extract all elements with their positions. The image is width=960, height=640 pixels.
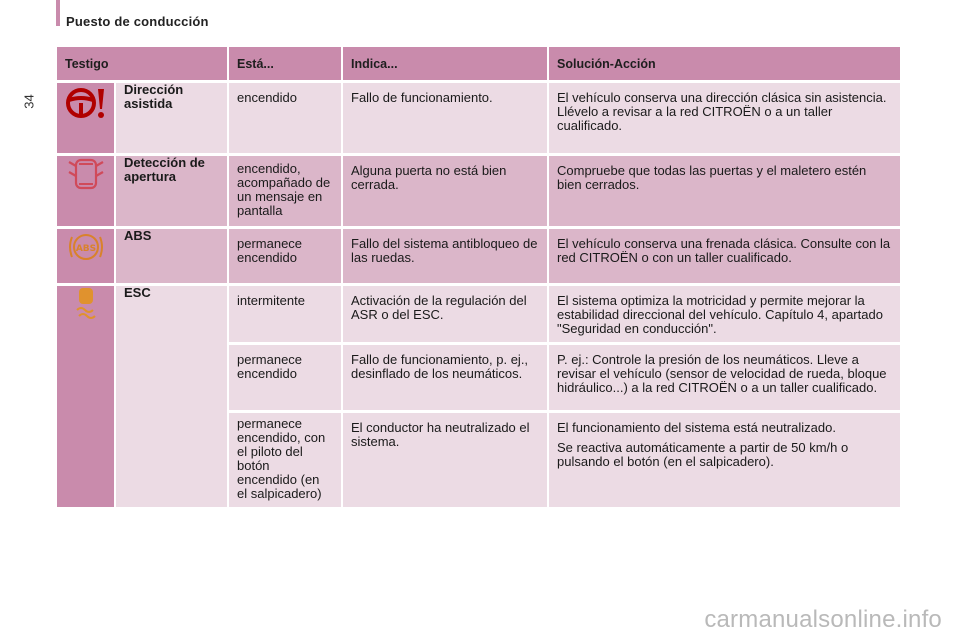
row-state: permanece encendido, con el piloto del botón encendido (en el salpicadero) (229, 413, 343, 510)
row-state: permanece encendido (229, 229, 343, 286)
row-name: Detección de apertura (116, 156, 229, 229)
row-solution-part-1: El funcionamiento del sistema está neutralizado. (557, 420, 836, 435)
header-solucion: Solución-Acción (549, 47, 902, 83)
table-header-row (57, 47, 902, 83)
row-indication: Fallo de funcionamiento. (343, 83, 549, 156)
row-state: intermitente (229, 286, 343, 345)
watermark: carmanualsonline.info (704, 606, 942, 633)
row-solution: P. ej.: Controle la presión de los neumáticos. Lleve a revisar el vehículo (sensor de velocidad de rueda, bloque hidráulico...) a la red CITROËN o a un taller cualificado. (549, 345, 902, 413)
icon-cell (57, 156, 116, 229)
row-state: encendido (229, 83, 343, 156)
icon-cell (57, 83, 116, 156)
table-row (57, 83, 902, 156)
esc-skid-icon (73, 286, 99, 323)
table-row (57, 286, 902, 345)
section-accent-bar (56, 0, 60, 26)
table-row (57, 156, 902, 229)
table-row (57, 229, 902, 286)
row-solution: Compruebe que todas las puertas y el maletero estén bien cerrados. (549, 156, 902, 229)
section-title: Puesto de conducción (66, 14, 209, 29)
row-solution: El sistema optimiza la motricidad y permite mejorar la estabilidad direccional del vehículo. Capítulo 4, apartado "Seguridad en conducción". (549, 286, 902, 345)
row-indication: El conductor ha neutralizado el sistema. (343, 413, 549, 510)
header-esta: Está... (229, 47, 343, 83)
icon-cell (57, 229, 116, 286)
row-state: permanece encendido (229, 345, 343, 413)
row-name: Dirección asistida (116, 83, 229, 156)
svg-text:ABS: ABS (75, 244, 96, 254)
row-solution: El vehículo conserva una dirección clásica sin asistencia. Llévelo a revisar a la red CITROËN o a un taller cualificado. (549, 83, 902, 156)
row-indication: Fallo de funcionamiento, p. ej., desinflado de los neumáticos. (343, 345, 549, 413)
header-indica: Indica... (343, 47, 549, 83)
abs-icon (66, 229, 106, 268)
row-solution: El vehículo conserva una frenada clásica. Consulte con la red CITROËN o con un taller cualificado. (549, 229, 902, 286)
page-number: 34 (21, 94, 37, 109)
row-indication: Alguna puerta no está bien cerrada. (343, 156, 549, 229)
warning-lights-table (57, 47, 902, 510)
power-steering-warning-icon (64, 83, 108, 126)
row-indication: Fallo del sistema antibloqueo de las ruedas. (343, 229, 549, 286)
row-name: ABS (116, 229, 229, 286)
row-state: encendido, acompañado de un mensaje en pantalla (229, 156, 343, 229)
icon-cell (57, 286, 116, 510)
header-testigo: Testigo (57, 47, 229, 83)
row-name: ESC (116, 286, 229, 510)
row-solution-part-2: Se reactiva automáticamente a partir de 50 km/h o pulsando el botón (en el salpicadero). (557, 440, 849, 469)
door-open-icon (66, 156, 106, 195)
row-solution-cell (549, 413, 902, 510)
row-indication: Activación de la regulación del ASR o del ESC. (343, 286, 549, 345)
